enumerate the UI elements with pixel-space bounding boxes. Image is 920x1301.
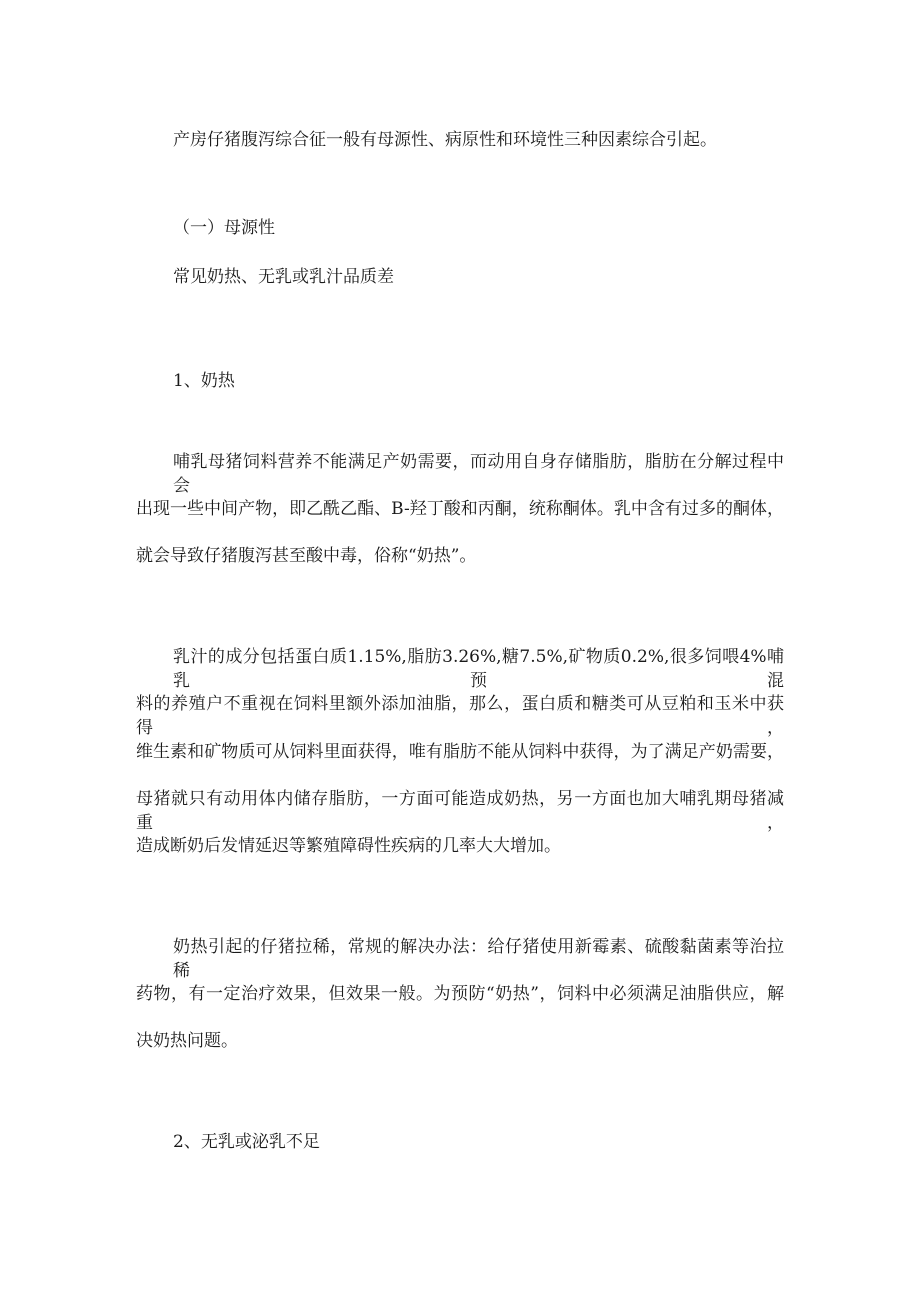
- paragraph-treatment-line: 药物，有一定治疗效果，但效果一般。为预防“奶热”，饲料中必须满足油脂供应，解: [136, 984, 784, 1004]
- paragraph-milk-composition-line: 乳汁的成分包括蛋白质1.15%,脂肪3.26%,糖7.5%,矿物质0.2%,很多饲喂4%哺乳预混: [173, 647, 784, 691]
- item-heading-milk-fever: 1、奶热: [173, 371, 235, 391]
- paragraph-milk-fever-line: 就会导致仔猪腹泻甚至酸中毒，俗称“奶热”。: [136, 546, 477, 566]
- paragraph-milk-composition-line: 造成断奶后发情延迟等繁殖障碍性疾病的几率大大增加。: [136, 836, 561, 856]
- intro-paragraph: 产房仔猪腹泻综合征一般有母源性、病原性和环境性三种因素综合引起。: [173, 130, 717, 150]
- paragraph-milk-composition-line: 料的养殖户不重视在饲料里额外添加油脂，那么，蛋白质和糖类可从豆粕和玉米中获得，: [136, 694, 784, 738]
- section-summary: 常见奶热、无乳或乳汁品质差: [173, 267, 394, 287]
- paragraph-milk-composition-line: 母猪就只有动用体内储存脂肪，一方面可能造成奶热，另一方面也加大哺乳期母猪减重，: [136, 789, 784, 833]
- item-heading-no-milk: 2、无乳或泌乳不足: [173, 1132, 320, 1152]
- paragraph-treatment-line: 决奶热问题。: [136, 1031, 238, 1051]
- section-heading-maternal: （一）母源性: [173, 218, 275, 238]
- paragraph-milk-fever-line: 出现一些中间产物，即乙酰乙酯、B-羟丁酸和丙酮，统称酮体。乳中含有过多的酮体，: [136, 499, 784, 519]
- paragraph-milk-fever-line: 哺乳母猪饲料营养不能满足产奶需要，而动用自身存储脂肪，脂肪在分解过程中会: [173, 452, 784, 496]
- paragraph-milk-composition-line: 维生素和矿物质可从饲料里面获得，唯有脂肪不能从饲料中获得，为了满足产奶需要，: [136, 742, 784, 762]
- paragraph-treatment-line: 奶热引起的仔猪拉稀，常规的解决办法：给仔猪使用新霉素、硫酸黏菌素等治拉稀: [173, 937, 784, 981]
